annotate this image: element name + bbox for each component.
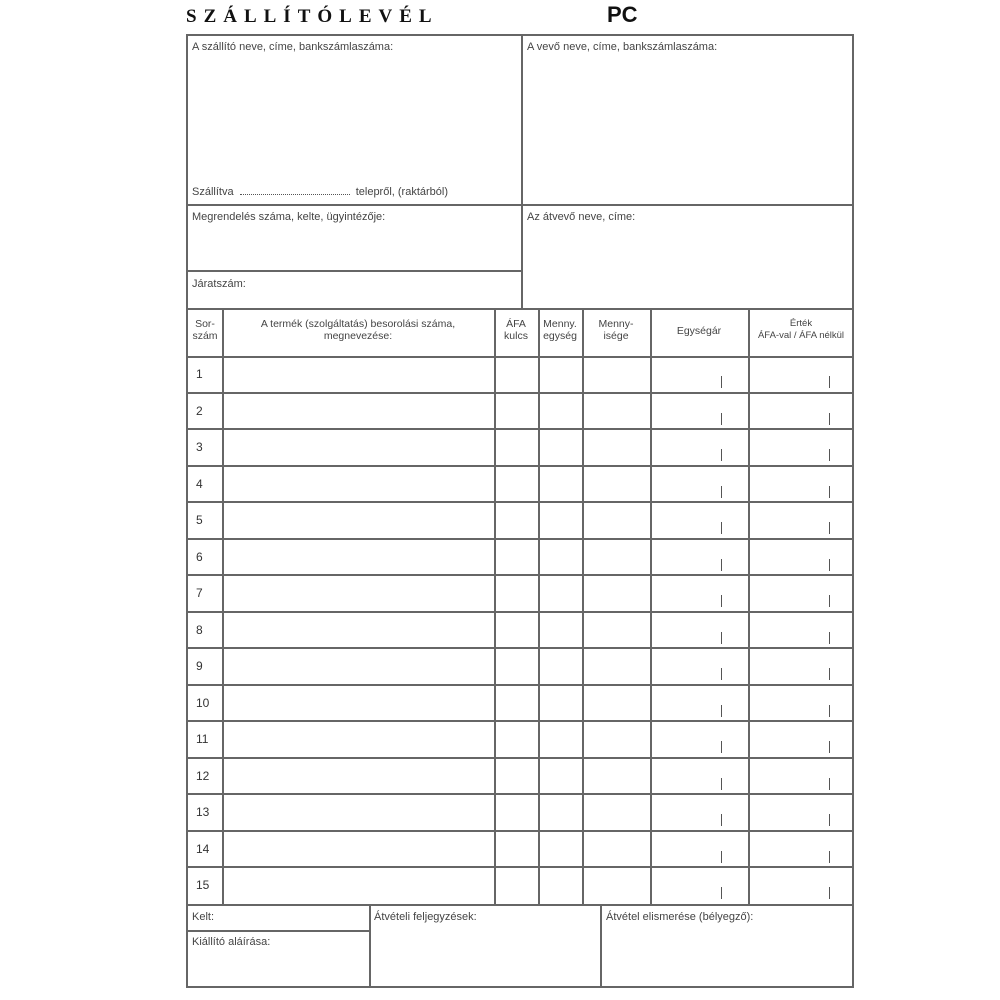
date-label: Kelt: [192,911,215,923]
row-number: 14 [196,841,210,856]
table-row [188,466,852,503]
table-row [188,356,852,393]
row-number: 5 [196,513,203,527]
value-decimal-tick [829,522,830,534]
order-separator [188,270,521,272]
row-number: 11 [196,732,209,746]
unit-price-decimal-tick [721,632,722,644]
value-decimal-tick [829,632,830,644]
value-decimal-tick [829,705,830,717]
table-row [188,758,852,795]
value-decimal-tick [829,668,830,680]
document-title: SZÁLLÍTÓLEVÉL [186,6,439,27]
col-product-header: A termék (szolgáltatás) besorolási száma, megnevezése: [260,318,456,342]
unit-price-decimal-tick [721,522,722,534]
value-decimal-tick [829,595,830,607]
col-value-header: Érték ÁFA-val / ÁFA nélkül [757,318,845,341]
table-row [188,502,852,539]
value-decimal-tick [829,887,830,899]
value-decimal-tick [829,741,830,753]
unit-price-decimal-tick [721,449,722,461]
row-number: 3 [196,440,203,454]
table-row [188,575,852,612]
vehicle-label: Járatszám: [192,278,246,290]
row-number: 7 [196,586,203,600]
table-row [188,721,852,758]
value-decimal-tick [829,376,830,388]
col-quantity-header: Menny- isége [598,318,634,342]
footer-divider-2 [600,904,602,988]
value-decimal-tick [829,851,830,863]
shipped-prefix: Szállítva [192,186,234,198]
unit-price-decimal-tick [721,851,722,863]
table-row [188,539,852,576]
table-row [188,393,852,430]
value-decimal-tick [829,449,830,461]
buyer-label: A vevő neve, címe, bankszámlaszáma: [527,41,718,53]
unit-price-decimal-tick [721,376,722,388]
col-serial-header: Sor- szám [192,318,218,342]
footer-divider-1 [369,904,371,988]
shipped-line [192,186,448,198]
value-decimal-tick [829,778,830,790]
notes-label: Átvételi feljegyzések: [374,911,477,923]
signature-label: Kiállító aláírása: [192,936,271,948]
unit-price-decimal-tick [721,595,722,607]
row-number: 6 [196,549,203,564]
row-number: 15 [196,878,210,892]
row-number: 4 [196,476,203,491]
table-row [188,648,852,685]
unit-price-decimal-tick [721,559,722,571]
supplier-label: A szállító neve, címe, bankszámlaszáma: [192,41,394,53]
table-row [188,831,852,868]
shipped-suffix: telepről, (raktárból) [355,186,449,198]
unit-price-decimal-tick [721,413,722,425]
order-label: Megrendelés száma, kelte, ügyintézője: [192,211,386,223]
delivery-note-form [186,34,854,988]
row-number: 8 [196,622,203,637]
table-row [188,794,852,831]
unit-price-decimal-tick [721,705,722,717]
unit-price-decimal-tick [721,778,722,790]
unit-price-decimal-tick [721,741,722,753]
row-number: 1 [196,367,203,381]
row-number: 2 [196,403,203,418]
shipped-blank[interactable] [240,194,350,195]
table-row [188,867,852,904]
unit-price-decimal-tick [721,486,722,498]
row-number: 13 [196,805,210,819]
value-decimal-tick [829,486,830,498]
table-row [188,429,852,466]
col-unit-price-header: Egységár [676,325,722,337]
row-number: 9 [196,659,203,673]
table-bottom-border [188,904,852,906]
value-decimal-tick [829,559,830,571]
form-code: PC [607,2,638,27]
value-decimal-tick [829,413,830,425]
value-decimal-tick [829,814,830,826]
unit-price-decimal-tick [721,668,722,680]
row-number: 10 [196,695,210,710]
table-top-border [188,308,852,310]
unit-price-decimal-tick [721,814,722,826]
parties-divider [521,36,523,308]
unit-price-decimal-tick [721,887,722,899]
col-unit-header: Menny. egység [543,318,577,342]
acknowledgment-label: Átvétel elismerése (bélyegző): [606,911,754,923]
parties-separator [188,204,852,206]
row-number: 12 [196,768,210,783]
recipient-label: Az átvevő neve, címe: [527,211,636,223]
col-vat-header: ÁFA kulcs [504,318,528,342]
date-separator [188,930,369,932]
table-row [188,685,852,722]
table-row [188,612,852,649]
